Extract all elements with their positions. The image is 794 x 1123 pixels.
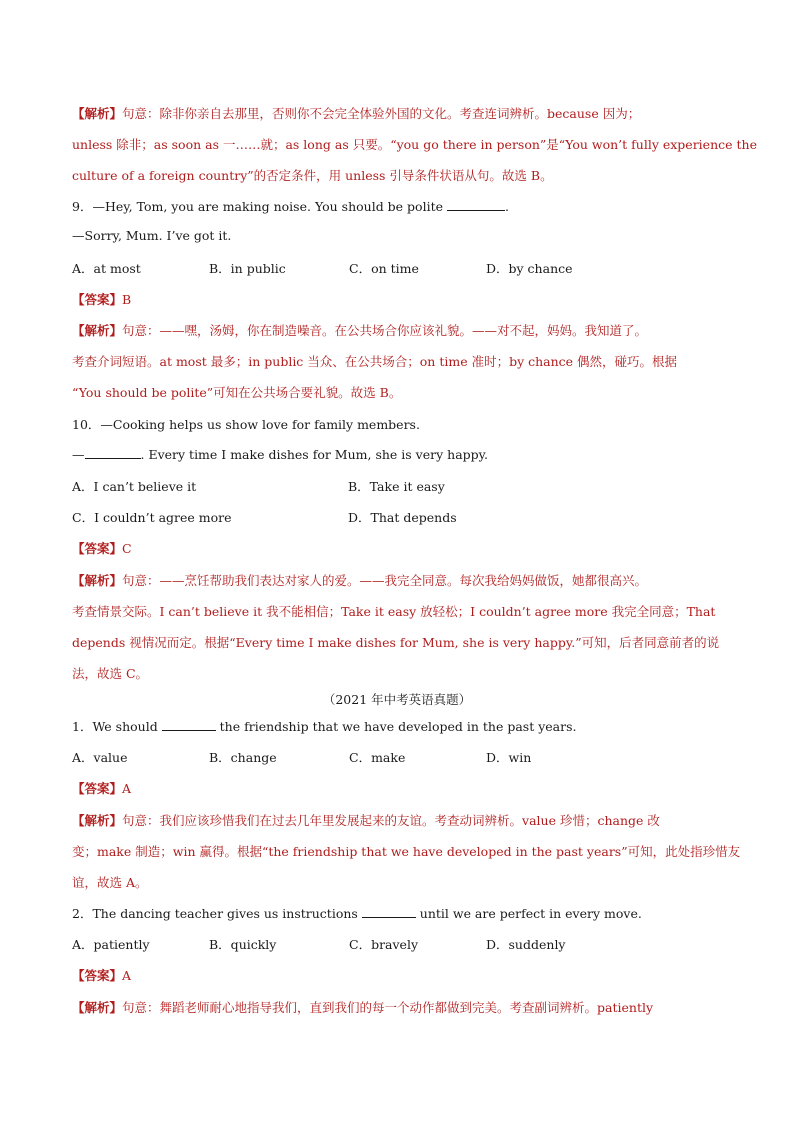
q1-option-a: A．value [72, 750, 128, 765]
q10-option-b: B．Take it easy [348, 479, 445, 494]
q10-analysis-line-4: 法，故选 C。 [72, 666, 149, 681]
q9-analysis-line-1: 【解析】句意：——嘿，汤姆，你在制造噪音。在公共场合你应该礼貌。——对不起，妈妈。我知道了。 [72, 323, 648, 338]
q9-option-a: A．at most [72, 261, 141, 276]
q8-analysis-line-3: culture of a foreign country”的否定条件，用 unless 引导条件状语从句。故选 B。 [72, 168, 553, 183]
q1-option-c: C．make [349, 750, 406, 765]
q9-analysis-line-3: “You should be polite”可知在公共场合要礼貌。故选 B。 [72, 385, 402, 400]
q2-answer: 【答案】A [72, 968, 132, 983]
answer-blank [85, 446, 141, 459]
q1-stem: 1．We should the friendship that we have developed in the past years. [72, 719, 577, 734]
q1-analysis-line-2: 变；make 制造；win 赢得。根据“the friendship that we have developed in the past years”可知，此处指珍惜友 [72, 844, 741, 859]
q9-stem-line-1: 9．—Hey, Tom, you are making noise. You should be polite . [72, 199, 509, 214]
q10-answer: 【答案】C [72, 541, 132, 556]
q9-option-b: B．in public [209, 261, 286, 276]
q1-answer: 【答案】A [72, 781, 132, 796]
q9-option-d: D．by chance [486, 261, 573, 276]
q2-option-a: A．patiently [72, 937, 150, 952]
q2-option-c: C．bravely [349, 937, 419, 952]
answer-blank [162, 718, 216, 731]
q9-stem-line-2: —Sorry, Mum. I’ve got it. [72, 228, 232, 243]
q8-analysis-line-1: 【解析】句意：除非你亲自去那里，否则你不会完全体验外国的文化。考查连词辨析。because 因为； [72, 106, 641, 121]
q10-option-c: C．I couldn’t agree more [72, 510, 232, 525]
section-title: （2021 年中考英语真题） [322, 692, 472, 707]
q10-analysis-line-1: 【解析】句意：——烹饪帮助我们表达对家人的爱。——我完全同意。每次我给妈妈做饭，她都很高兴。 [72, 573, 648, 588]
q9-answer: 【答案】B [72, 292, 132, 307]
q10-analysis-line-2: 考查情景交际。I can’t believe it 我不能相信；Take it easy 放轻松；I couldn’t agree more 我完全同意；That [72, 604, 716, 619]
q9-option-c: C．on time [349, 261, 419, 276]
answer-blank [447, 198, 505, 211]
q1-option-d: D．win [486, 750, 532, 765]
q2-analysis-line-1: 【解析】句意：舞蹈老师耐心地指导我们，直到我们的每一个动作都做到完美。考查副词辨析。patiently [72, 1000, 654, 1015]
q2-option-b: B．quickly [209, 937, 277, 952]
answer-blank [362, 905, 416, 918]
q2-stem: 2．The dancing teacher gives us instructions until we are perfect in every move. [72, 906, 642, 921]
q10-stem-line-2: — . Every time I make dishes for Mum, she is very happy. [72, 447, 489, 462]
q1-analysis-line-3: 谊，故选 A。 [72, 875, 148, 890]
q10-option-a: A．I can’t believe it [72, 479, 197, 494]
q10-stem-line-1: 10．—Cooking helps us show love for family members. [72, 417, 420, 432]
q10-option-d: D．That depends [348, 510, 457, 525]
analysis-label: 【解析】 [72, 106, 123, 121]
q8-analysis-line-2: unless 除非；as soon as 一……就；as long as 只要。“you go there in person”是“You won’t fully experience the [72, 137, 757, 152]
q1-analysis-line-1: 【解析】句意：我们应该珍惜我们在过去几年里发展起来的友谊。考查动词辨析。value 珍惜；change 改 [72, 813, 660, 828]
q10-analysis-line-3: depends 视情况而定。根据“Every time I make dishes for Mum, she is very happy.”可知，后者同意前者的说 [72, 635, 720, 650]
q9-analysis-line-2: 考查介词短语。at most 最多；in public 当众、在公共场合；on time 准时；by chance 偶然，碰巧。根据 [72, 354, 678, 369]
q2-option-d: D．suddenly [486, 937, 566, 952]
q1-option-b: B．change [209, 750, 277, 765]
